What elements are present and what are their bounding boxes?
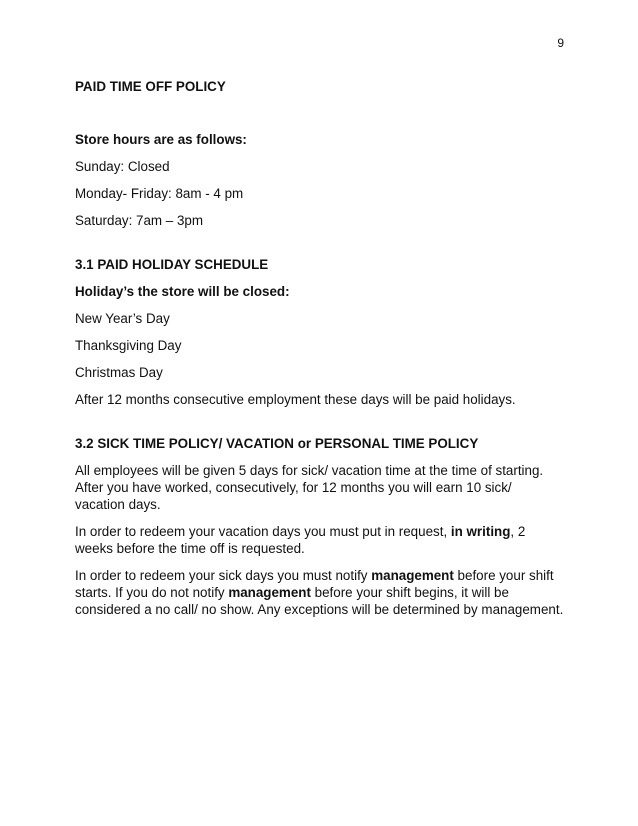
sick-time-section (75, 435, 565, 618)
sick-time-paragraph-1: All employees will be given 5 days for sick/ vacation time at the time of starting. After you have worked, consecutively, for 12 months you will earn 10 sick/ vacation days. (75, 463, 544, 512)
store-hours-section (75, 131, 565, 229)
store-hours-weekdays: Monday- Friday: 8am - 4 pm (75, 186, 244, 201)
holiday-note: After 12 months consecutive employment these days will be paid holidays. (75, 392, 516, 407)
sick-text-1: In order to redeem your sick days you must notify (75, 568, 372, 583)
sick-days-paragraph (75, 567, 565, 618)
vacation-text-2: , 2 weeks before the time off is requested. (75, 524, 526, 556)
management-emphasis-2: management (228, 585, 311, 600)
holiday-section (75, 256, 565, 408)
management-emphasis-1: management (371, 568, 454, 583)
store-hours-heading: Store hours are as follows: (75, 132, 247, 147)
sick-time-heading: 3.2 SICK TIME POLICY/ VACATION or PERSONAL TIME POLICY (75, 436, 479, 451)
sick-text-3: before your shift begins, it will be considered a no call/ no show. Any exceptions will be determined by management. (75, 585, 564, 617)
page-content (75, 78, 565, 628)
store-hours-sunday: Sunday: Closed (75, 159, 170, 174)
holiday-christmas: Christmas Day (75, 365, 163, 380)
vacation-text-1: In order to redeem your vacation days you must put in request, (75, 524, 451, 539)
vacation-request-paragraph (75, 523, 565, 557)
holiday-thanksgiving: Thanksgiving Day (75, 338, 182, 353)
page-number: 9 (557, 36, 564, 50)
in-writing-emphasis: in writing (450, 524, 511, 539)
page-title: PAID TIME OFF POLICY (75, 79, 226, 94)
holiday-heading: 3.1 PAID HOLIDAY SCHEDULE (75, 257, 269, 272)
store-hours-saturday: Saturday: 7am – 3pm (75, 213, 204, 228)
holiday-new-years: New Year’s Day (75, 311, 170, 326)
sick-text-2: before your shift starts. If you do not notify (75, 568, 554, 600)
holiday-subheading: Holiday’s the store will be closed: (75, 284, 290, 299)
